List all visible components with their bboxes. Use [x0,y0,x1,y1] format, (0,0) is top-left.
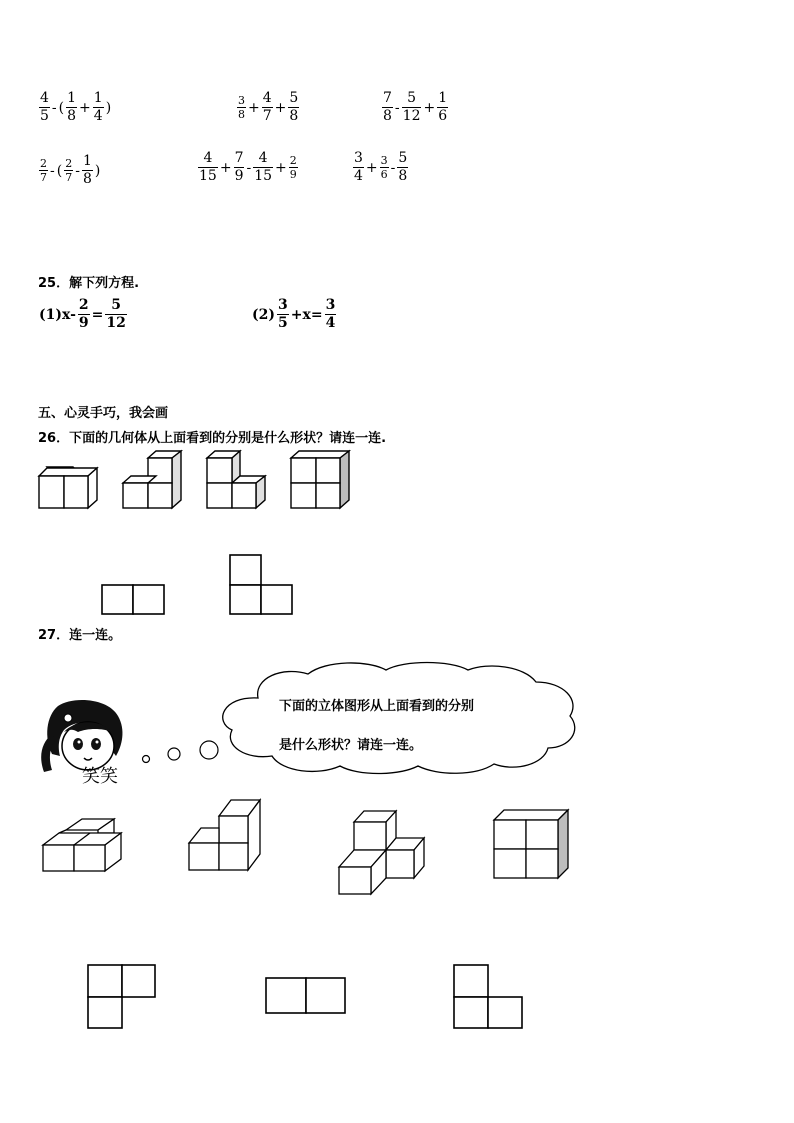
expression-6: $\frac{3}{4}$ + $\frac{3}{6}$ - $\frac{5}{8}$ [354,150,408,184]
fraction: $\frac{1}{6}$ [438,90,448,124]
fraction: $\frac{2}{9}$ [78,297,89,331]
fraction: $\frac{2}{7}$ [40,157,47,184]
expression-1: $\frac{4}{5}$ - ( $\frac{1}{8}$ + $\frac{1}{4}$ ) [40,90,112,124]
equation-1: (1)x- $\frac{2}{9}$ = $\frac{5}{12}$ [39,297,126,331]
fraction: $\frac{1}{4}$ [93,90,103,124]
fraction: $\frac{3}{4}$ [354,150,363,184]
speech-cloud [218,660,582,778]
fraction: $\frac{4}{15}$ [254,150,273,184]
question-25-title: 25．解下列方程. [38,276,140,291]
fraction: $\frac{5}{12}$ [402,90,421,124]
fraction: $\frac{5}{8}$ [289,90,299,124]
q27-solid-2[interactable] [188,798,262,872]
fraction: $\frac{5}{12}$ [106,297,126,331]
expression-4: $\frac{2}{7}$ - ( $\frac{2}{7}$ - $\frac{1}{8}$ ) [40,153,101,187]
q26-top-view-2[interactable] [229,554,293,616]
fraction: $\frac{2}{9}$ [289,154,297,181]
fraction: $\frac{2}{7}$ [65,157,73,184]
q27-solid-1[interactable] [42,818,124,874]
q27-solid-4[interactable] [492,808,570,880]
fraction: $\frac{7}{8}$ [383,90,392,124]
question-26-title: 26．下面的几何体从上面看到的分别是什么形状？请连一连. [38,431,387,446]
q26-top-view-1[interactable] [101,584,165,616]
fraction: $\frac{4}{5}$ [40,90,49,124]
fraction: $\frac{3}{4}$ [325,297,336,331]
q27-top-view-3[interactable] [453,964,525,1030]
fraction: $\frac{4}{7}$ [262,90,272,124]
section-5-title: 五、心灵手巧，我会画 [38,406,169,421]
expression-3: $\frac{7}{8}$ - $\frac{5}{12}$ + $\frac{1}{6}$ [383,90,448,124]
character-name: 笑笑 [82,766,118,787]
q26-solid-3[interactable] [206,450,268,512]
fraction: $\frac{4}{15}$ [199,150,217,184]
speech-text-line-1: 下面的立体图形从上面看到的分别 [279,699,475,714]
equation-2: (2) $\frac{3}{5}$ +x= $\frac{3}{4}$ [252,297,336,331]
fraction: $\frac{5}{8}$ [398,150,408,184]
fraction: $\frac{3}{5}$ [278,297,288,331]
expression-5: $\frac{4}{15}$ + $\frac{7}{9}$ - $\frac{4}{15}$ + $\frac{2}{9}$ [199,150,297,184]
q26-solid-1[interactable] [38,466,100,512]
fraction: $\frac{7}{9}$ [234,150,244,184]
question-27-title: 27．连一连。 [38,628,122,643]
q27-top-view-1[interactable] [87,964,157,1030]
fraction: $\frac{1}{8}$ [82,153,92,187]
q27-top-view-2[interactable] [265,977,347,1015]
speech-text-line-2: 是什么形状？请连一连。 [279,738,423,753]
expression-2: $\frac{3}{8}$ + $\frac{4}{7}$ + $\frac{5}{8}$ [238,90,299,124]
fraction: $\frac{3}{8}$ [238,94,245,121]
fraction: $\frac{3}{6}$ [380,154,388,181]
q26-solid-4[interactable] [290,450,352,512]
q26-solid-2[interactable] [122,450,184,512]
fraction: $\frac{1}{8}$ [67,90,77,124]
thought-bubbles [138,738,222,768]
q27-solid-3[interactable] [338,810,428,896]
